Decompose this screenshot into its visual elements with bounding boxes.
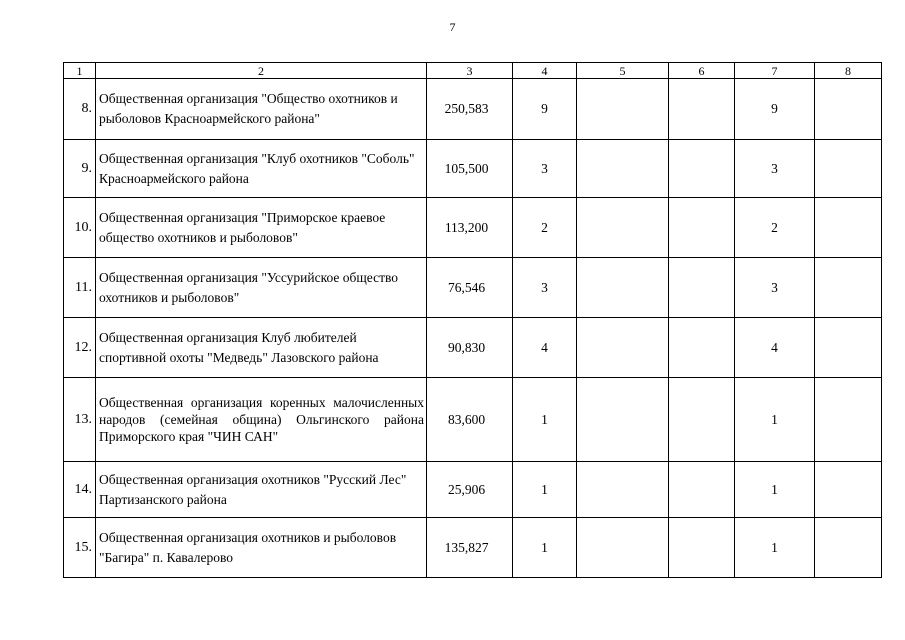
col8-value [815,79,882,140]
organization-name: Общественная организация "Клуб охотников "Соболь" Красноармейского района [96,140,427,198]
col5-value [577,198,669,258]
area-value: 25,906 [427,462,513,518]
table-row [64,462,882,518]
count-value: 1 [513,518,577,578]
area-value: 90,830 [427,318,513,378]
area-value: 76,546 [427,258,513,318]
col8-value [815,140,882,198]
row-number: 10. [64,198,96,258]
row-number: 8. [64,79,96,140]
col8-value [815,378,882,462]
col7-value: 2 [735,198,815,258]
table-row [64,79,882,140]
col6-value [669,79,735,140]
organization-name: Общественная организация охотников и рыболовов "Багира" п. Кавалерово [96,518,427,578]
count-value: 3 [513,258,577,318]
col6-value [669,258,735,318]
column-header: 8 [815,63,882,79]
row-number: 11. [64,258,96,318]
col6-value [669,140,735,198]
row-number: 14. [64,462,96,518]
col8-value [815,258,882,318]
column-header: 6 [669,63,735,79]
col7-value: 3 [735,258,815,318]
column-number-row [64,63,882,79]
organization-name: Общественная организация "Уссурийское общество охотников и рыболовов" [96,258,427,318]
table-row [64,518,882,578]
col7-value: 1 [735,378,815,462]
row-number: 12. [64,318,96,378]
col7-value: 3 [735,140,815,198]
col8-value [815,198,882,258]
organization-name: Общественная организация Клуб любителей спортивной охоты "Медведь" Лазовского района [96,318,427,378]
table-row [64,378,882,462]
area-value: 113,200 [427,198,513,258]
col5-value [577,518,669,578]
organization-name: Общественная организация коренных малочисленных народов (семейная община) Ольгинского района Приморского края "ЧИН САН" [96,378,427,462]
row-number: 13. [64,378,96,462]
area-value: 250,583 [427,79,513,140]
area-value: 105,500 [427,140,513,198]
column-header: 4 [513,63,577,79]
table-row [64,140,882,198]
col5-value [577,140,669,198]
col7-value: 4 [735,318,815,378]
count-value: 3 [513,140,577,198]
count-value: 2 [513,198,577,258]
col5-value [577,79,669,140]
col5-value [577,318,669,378]
col7-value: 1 [735,518,815,578]
organization-name: Общественная организация "Общество охотников и рыболовов Красноармейского района" [96,79,427,140]
col7-value: 9 [735,79,815,140]
col6-value [669,518,735,578]
row-number: 9. [64,140,96,198]
col6-value [669,318,735,378]
table-row [64,198,882,258]
column-header: 7 [735,63,815,79]
col5-value [577,462,669,518]
col8-value [815,462,882,518]
col5-value [577,378,669,462]
area-value: 135,827 [427,518,513,578]
count-value: 4 [513,318,577,378]
col8-value [815,318,882,378]
organization-name: Общественная организация "Приморское краевое общество охотников и рыболовов" [96,198,427,258]
col7-value: 1 [735,462,815,518]
count-value: 9 [513,79,577,140]
organization-name: Общественная организация охотников "Русский Лес" Партизанского района [96,462,427,518]
col6-value [669,378,735,462]
count-value: 1 [513,378,577,462]
table-row [64,318,882,378]
col8-value [815,518,882,578]
col6-value [669,462,735,518]
col6-value [669,198,735,258]
row-number: 15. [64,518,96,578]
page-number: 7 [449,20,456,34]
col5-value [577,258,669,318]
count-value: 1 [513,462,577,518]
organizations-table [63,62,882,578]
column-header: 2 [96,63,427,79]
table-row [64,258,882,318]
column-header: 3 [427,63,513,79]
column-header: 5 [577,63,669,79]
column-header: 1 [64,63,96,79]
area-value: 83,600 [427,378,513,462]
